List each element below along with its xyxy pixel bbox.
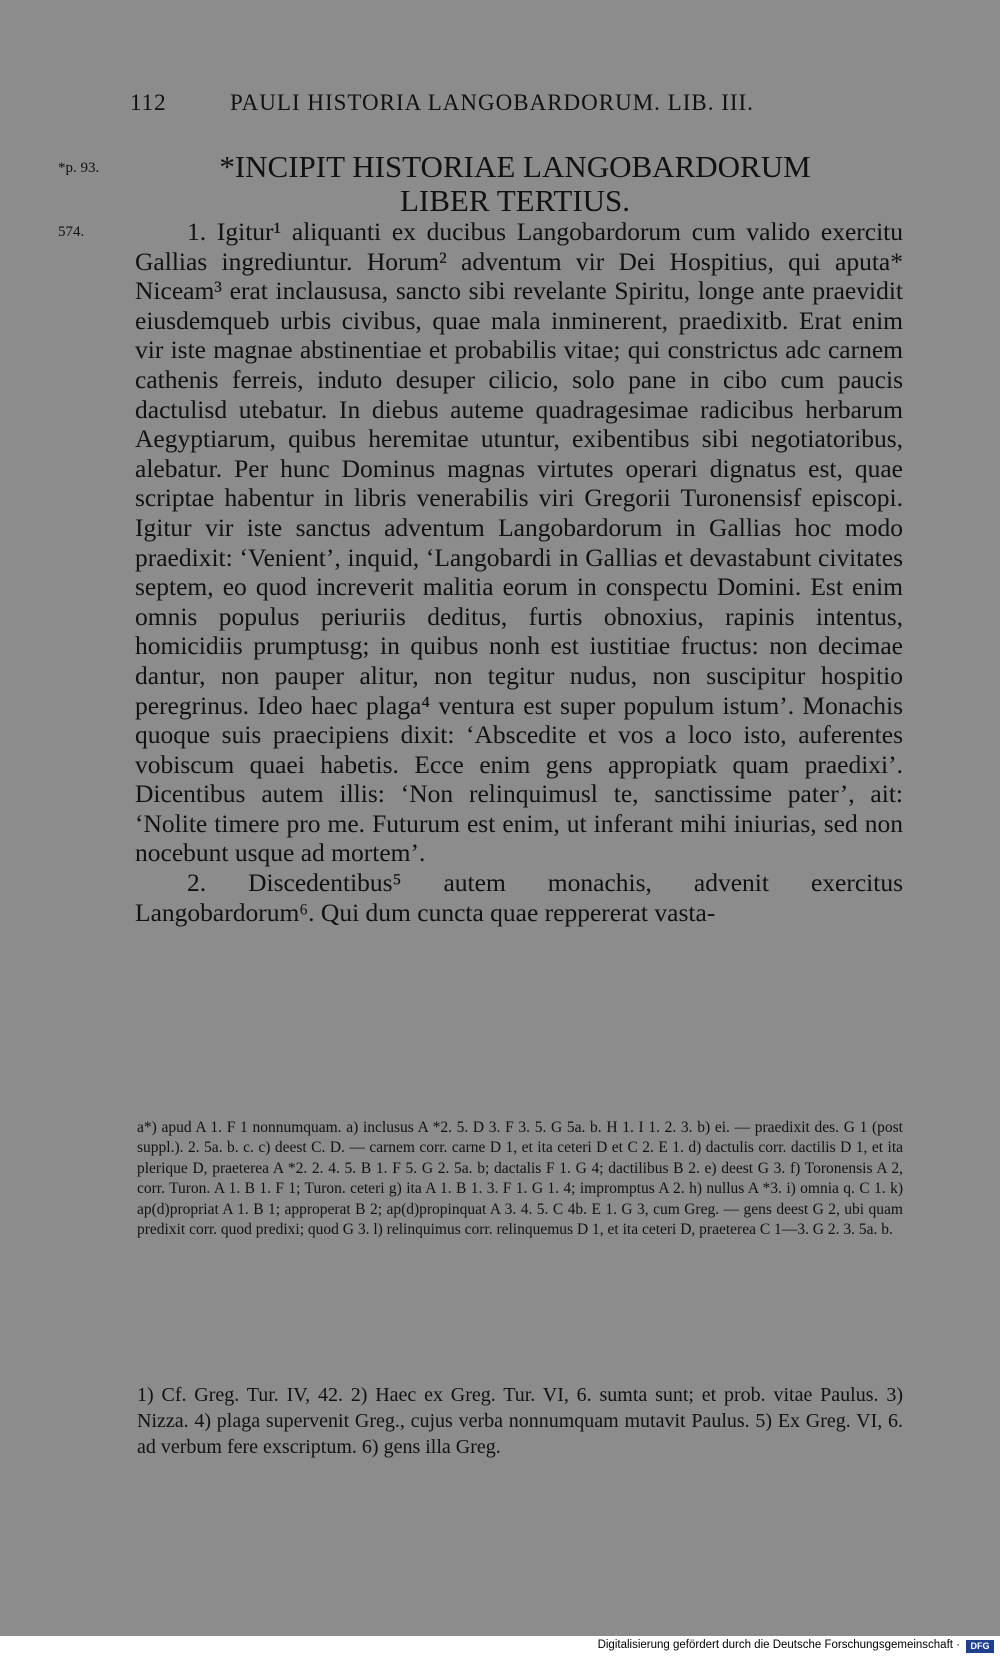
book-title-line-2: LIBER TERTIUS. [399,183,631,218]
margin-year: 574. [58,224,85,240]
paragraph-1: 1. Igitur¹ aliquanti ex ducibus Langobardorum cum valido exercitu Gallias ingrediuntur. Horum² adventum vir Dei Hospitius, qui aputa* Niceam³ erat inclaususa, sancto sibi revelante Spiritu, longe ante praevidit eiusdemqueb urbis civibus, quae mala inminerent, praedixitb. Erat enim vir iste magnae abstinentiae et probabilis vitae; qui constrictus adc carnem cathenis ferreis, induto desuper cilicio, solo pane in cibo cum paucis dactulisd utebatur. In diebus auteme quadragesimae radicibus herbarum Aegyptiarum, quibus heremitae utuntur, exibentibus sibi negotiatoribus, alebatur. Per hunc Dominus magnas virtutes operari dignatus est, quae scriptae habentur in libris venerabilis viri Gregorii Turonensisf episcopi. Igitur vir iste sanctus adventum Langobardorum in Gallias hoc modo praedixit: ‘Venient’, inquid, ‘Langobardi in Gallias et devastabunt civitates septem, eo quod increverit malitia eorum in conspectu Domini. Est enim omnis populus periuriis deditus, furtis obnoxius, rapinis intentus, homicidiis prumptusg; in quibus nonh est iustitiae fructus: non decimae dantur, non pauper alitur, non tegitur nudus, non suscipitur hospitio peregrinus. Ideo haec plaga⁴ ventura est super populum istum’. Monachis quoque suis praecipiens dixit: ‘Abscedite et vos a loco isto, auferentes vobiscum quaei habetis. Ecce enim gens appropiatk quam praedixi’. Dicentibus autem illis: ‘Non relinquimusl te, sanctissime pater’, ait: ‘Nolite timere pro me. Futurum est enim, ut inferant mihi iniurias, sed non nocebunt usque ad mortem’. [135,217,903,868]
main-text [135,217,903,927]
footer-credit: Digitalisierung gefördert durch die Deutsche Forschungsgemeinschaft · [597,1639,960,1651]
source-notes: 1) Cf. Greg. Tur. IV, 42. 2) Haec ex Greg. Tur. VI, 6. sumta sunt; et prob. vitae Paulus. 3) Nizza. 4) plaga supervenit Greg., cujus verba nonnumquam mutavit Paulus. 5) Ex Greg. VI, 6. ad verbum fere exscriptum. 6) gens illa Greg. [137,1384,903,1458]
footer-bar [0,1636,1000,1658]
paragraph-2: 2. Discedentibus⁵ autem monachis, advenit exercitus Langobardorum⁶. Qui dum cuncta quae reppererat vasta- [135,868,903,927]
page-number: 112 [130,90,167,115]
running-title: PAULI HISTORIA LANGOBARDORUM. LIB. III. [230,90,754,115]
margin-page-reference: *p. 93. [58,160,100,176]
dfg-logo: DFG [966,1640,994,1653]
critical-apparatus: a*) apud A 1. F 1 nonnumquam. a) inclusus A *2. 5. D 3. F 3. 5. G 5a. b. H 1. I 1. 2. 3. b) ei. — praedixit des. G 1 (post suppl.). 2. 5a. b. c. c) deest C. D. — carnem corr. carne D 1, et ita ceteri D et C 2. E 1. d) dactulis corr. dactilis D 1, et ita plerique D, praeterea A *2. 2. 4. 5. B 1. F 5. G 2. 5a. b; dactalis F 1. G 4; dactilibus B 2. e) deest G 3. f) Toronensis A 2, corr. Turon. A 1. B 1. F 1; Turon. ceteri g) ita A 1. B 1. 3. F 1. G 1. 4; impromptus A 2. h) nullus A *3. i) omnia q. C 1. k) ap(d)propriat A 1. B 1; approperat B 2; ap(d)propinquat A 3. 4. 5. C 4b. E 1. G 3, cum Greg. — gens deest G 2, ubi quam predixit corr. quod predixi; quod G 3. l) relinquimus corr. relinquemus D 1, et ita ceteri D, praeterea C 1—3. G 2. 3. 5a. b. [137,1119,903,1239]
book-title-line-1: *INCIPIT HISTORIAE LANGOBARDORUM [219,149,811,184]
book-title [155,150,875,218]
